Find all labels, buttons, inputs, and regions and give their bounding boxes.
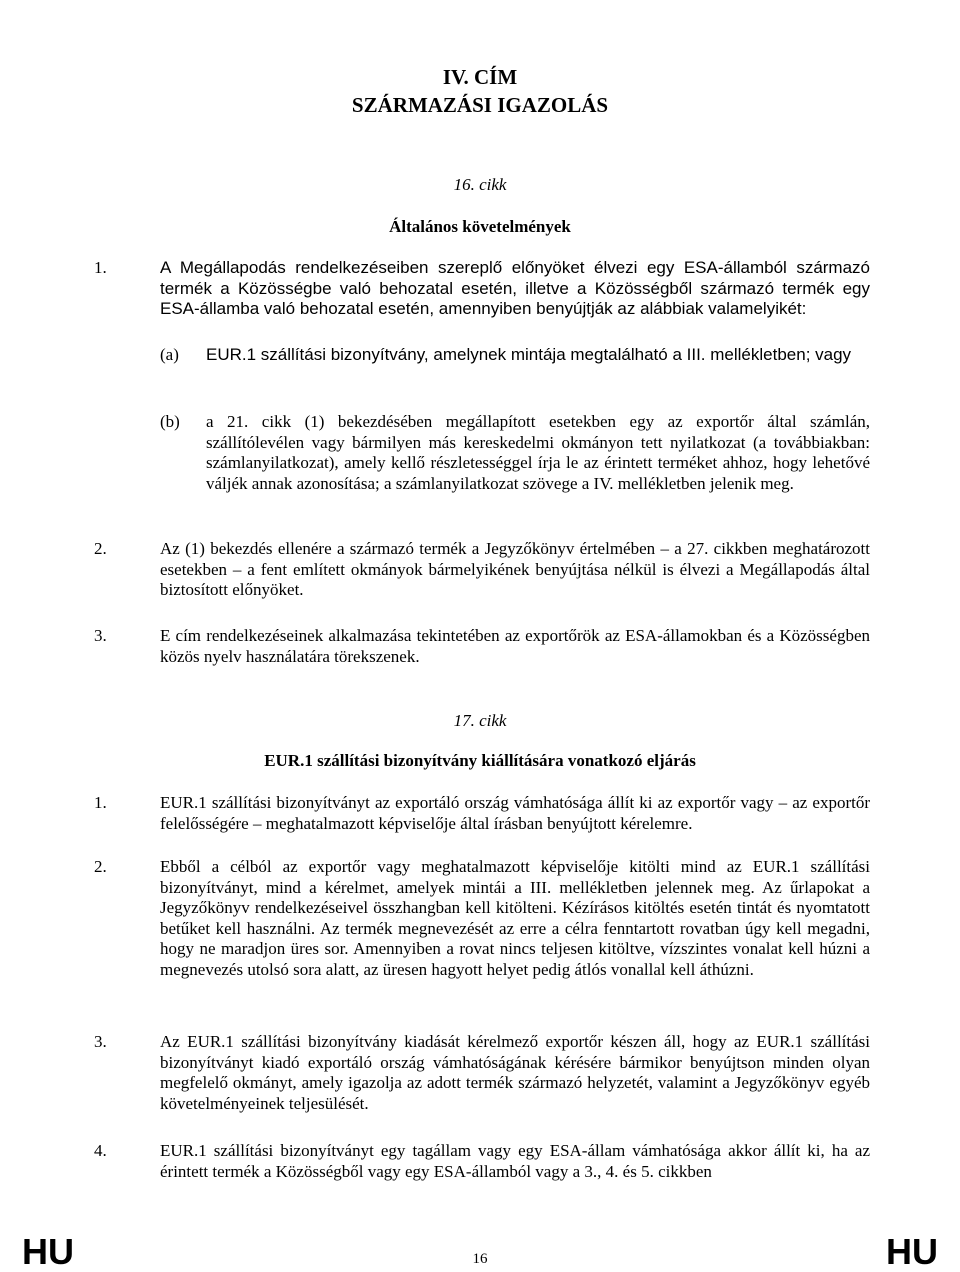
- article-17-paragraph-1: EUR.1 szállítási bizonyítványt az exportáló ország vámhatósága állít ki az exportőr vagy – az exportőr felelősségére – meghatalmazott képviselője által írásban benyújtott kérelemre.: [160, 793, 870, 833]
- article-17-paragraph-1-number: 1.: [94, 793, 107, 812]
- article-16-number: 16. cikk: [453, 175, 507, 194]
- article-16-item-b-label: (b): [160, 412, 180, 431]
- article-17-paragraph-4: EUR.1 szállítási bizonyítványt egy tagállam vagy egy ESA-állam vámhatósága akkor állít ki, ha az érintett termék a Közösségből vagy egy ESA-államból vagy a 3., 4. és 5. cikkben: [160, 1141, 870, 1181]
- article-17-paragraph-3: Az EUR.1 szállítási bizonyítvány kiadását kérelmező exportőr készen áll, hogy az EUR.1 szállítási bizonyítványt kiadó exportáló ország vámhatóságának kérésére bármikor benyújtson minden olyan megfelelő okmányt, amely igazolja az adott termék származó helyzetét, valamint a Jegyzőkönyv egyéb követelményeinek teljesülését.: [160, 1032, 870, 1113]
- article-17-heading: EUR.1 szállítási bizonyítvány kiállítására vonatkozó eljárás: [264, 751, 696, 770]
- article-17-paragraph-2-number: 2.: [94, 857, 107, 876]
- title-line-2: SZÁRMAZÁSI IGAZOLÁS: [351, 93, 609, 117]
- footer-page-number: 16: [472, 1251, 488, 1267]
- article-17-paragraph-2: Ebből a célból az exportőr vagy meghatalmazott képviselője kitölti mind az EUR.1 szállítási bizonyítványt, mind a kérelmet, amelyek mintái a III. mellékletben jelennek meg. Az űrlapokat a Jegyzőkönyv rendelkezéseivel összhangban kell kitölteni. Kézírásos kitöltés esetén tintát és nyomtatott betűket kell használni. Az termék megnevezését az erre a célra fenntartott rovatban úgy kell megadni, hogy ne maradjon üres sor. Amennyiben a rovat nincs teljesen kitöltve, vízszintes vonalat kell húzni a megnevezés utolsó sora alatt, az üresen hagyott helyet pedig átlós vonallal kell áthúzni.: [160, 857, 870, 979]
- article-16-paragraph-2-number: 2.: [94, 539, 107, 558]
- footer-language-left: HU: [22, 1231, 74, 1272]
- article-17-number: 17. cikk: [453, 711, 507, 730]
- article-17-paragraph-3-number: 3.: [94, 1032, 107, 1051]
- article-16-paragraph-3: E cím rendelkezéseinek alkalmazása tekintetében az exportőrök az ESA-államokban és a Közösségben közös nyelv használatára törekszenek.: [160, 626, 870, 666]
- article-16-item-a: EUR.1 szállítási bizonyítvány, amelynek mintája megtalálható a III. mellékletben; vagy: [206, 345, 852, 364]
- article-16-paragraph-1: A Megállapodás rendelkezéseiben szereplő előnyöket élvezi egy ESA-államból származó termék a Közösségbe való behozatal esetén, illetve a Közösségből származó termék egy ESA-államba való behozatal esetén, amennyiben benyújtják az alábbiak valamelyikét:: [160, 258, 870, 318]
- footer-language-right: HU: [886, 1231, 938, 1272]
- article-16-paragraph-2: Az (1) bekezdés ellenére a származó termék a Jegyzőkönyv értelmében – a 27. cikkben meghatározott esetekben – a fent említett okmányok bármelyikének benyújtása nélkül is élvezi a Megállapodás által biztosított előnyöket.: [160, 539, 870, 599]
- article-16-paragraph-3-number: 3.: [94, 626, 107, 645]
- article-16-item-b: a 21. cikk (1) bekezdésében megállapított esetekben egy az exportőr által számlán, szállítólevélen vagy bármilyen más kereskedelmi okmányon tett nyilatkozat (a továbbiakban: számlanyilatkozat), amely kellő részletességgel írja le az érintett terméket ahhoz, hogy lehetővé váljék annak azonosítása; a számlanyilatkozat szövege a IV. mellékletben jelenik meg.: [206, 412, 870, 493]
- title-line-1: IV. CÍM: [442, 65, 518, 89]
- article-16-item-a-label: (a): [160, 345, 179, 364]
- article-16-heading: Általános követelmények: [389, 217, 571, 236]
- article-16-paragraph-1-number: 1.: [94, 258, 107, 277]
- article-17-paragraph-4-number: 4.: [94, 1141, 107, 1160]
